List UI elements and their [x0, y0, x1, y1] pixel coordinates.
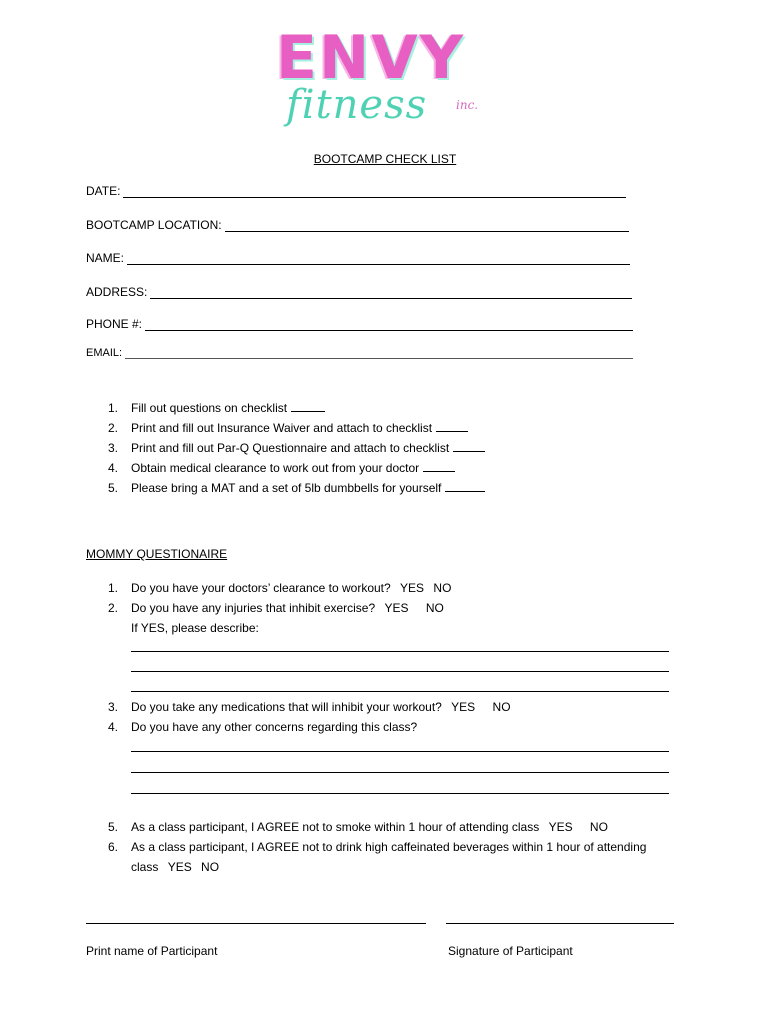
email-label: EMAIL:: [86, 347, 123, 359]
phone-field[interactable]: [86, 317, 633, 331]
email-line[interactable]: [125, 346, 633, 359]
question-item: [86, 837, 646, 857]
question-item: [86, 817, 646, 837]
item-text: Fill out questions on checklist: [131, 401, 288, 415]
question-text: As a class participant, I AGREE not to drink high caffeinated beverages within 1 hour of attending: [131, 840, 647, 854]
checklist-item: [86, 418, 485, 438]
location-line[interactable]: [225, 219, 629, 232]
describe-line[interactable]: [131, 691, 669, 692]
question-text: Do you have any other concerns regarding this class?: [131, 720, 418, 734]
no-option[interactable]: NO: [425, 601, 444, 615]
describe-line[interactable]: [131, 671, 669, 672]
question-item: [86, 578, 451, 598]
question-item: [86, 717, 511, 737]
no-option[interactable]: NO: [201, 860, 220, 874]
date-label: DATE:: [86, 184, 121, 198]
yes-option[interactable]: YES: [451, 700, 476, 714]
question-number: 1.: [108, 581, 119, 595]
check-blank[interactable]: [445, 479, 485, 492]
checklist-item: [86, 398, 485, 418]
question-continuation: [86, 857, 646, 877]
question-followup: [86, 618, 451, 638]
questionnaire-part-3: [86, 817, 646, 877]
question-number: 6.: [108, 840, 119, 854]
phone-label: PHONE #:: [86, 317, 143, 331]
questionnaire-part-1: [86, 578, 451, 638]
questionnaire-part-2: [86, 697, 511, 737]
check-blank[interactable]: [291, 399, 325, 412]
checklist-item: [86, 458, 485, 478]
location-field[interactable]: [86, 218, 629, 232]
item-text: Print and fill out Par-Q Questionnaire and attach to checklist: [131, 441, 450, 455]
question-text: Do you have your doctors’ clearance to workout?: [131, 581, 391, 595]
concerns-line[interactable]: [131, 793, 669, 794]
question-text: Do you take any medications that will inhibit your workout?: [131, 700, 442, 714]
no-option[interactable]: NO: [492, 700, 511, 714]
no-option[interactable]: NO: [589, 820, 608, 834]
item-text: Print and fill out Insurance Waiver and attach to checklist: [131, 421, 433, 435]
check-blank[interactable]: [436, 419, 468, 432]
checklist-item: [86, 478, 485, 498]
question-text-continued: class: [131, 860, 159, 874]
envy-fitness-logo: [276, 23, 491, 128]
item-number: 3.: [108, 441, 119, 455]
yes-option[interactable]: YES: [384, 601, 409, 615]
name-field[interactable]: [86, 251, 630, 265]
check-blank[interactable]: [423, 459, 455, 472]
yes-option[interactable]: YES: [548, 820, 573, 834]
name-line[interactable]: [127, 252, 630, 265]
date-line[interactable]: [123, 185, 626, 198]
page-title: BOOTCAMP CHECK LIST: [313, 152, 457, 166]
section-title: MOMMY QUESTIONAIRE: [86, 547, 228, 561]
yes-option[interactable]: YES: [400, 581, 425, 595]
signature-label: Signature of Participant: [448, 944, 573, 958]
question-number: 4.: [108, 720, 119, 734]
print-name-label: Print name of Participant: [86, 944, 218, 958]
date-field[interactable]: [86, 184, 626, 198]
print-name-line[interactable]: [86, 923, 426, 924]
question-number: 2.: [108, 601, 119, 615]
question-item: [86, 697, 511, 717]
question-number: 5.: [108, 820, 119, 834]
question-number: 3.: [108, 700, 119, 714]
address-line[interactable]: [150, 286, 632, 299]
item-number: 4.: [108, 461, 119, 475]
item-text: Obtain medical clearance to work out from your doctor: [131, 461, 420, 475]
address-field[interactable]: [86, 285, 632, 299]
yes-option[interactable]: YES: [167, 860, 192, 874]
concerns-line[interactable]: [131, 772, 669, 773]
checklist: [86, 398, 485, 498]
item-number: 5.: [108, 481, 119, 495]
item-text: Please bring a MAT and a set of 5lb dumbbells for yourself: [131, 481, 442, 495]
checklist-item: [86, 438, 485, 458]
check-blank[interactable]: [453, 439, 485, 452]
followup-text: If YES, please describe:: [131, 621, 259, 635]
item-number: 1.: [108, 401, 119, 415]
item-number: 2.: [108, 421, 119, 435]
logo-suffix: inc.: [456, 98, 479, 112]
concerns-line[interactable]: [131, 751, 669, 752]
phone-line[interactable]: [145, 318, 633, 331]
signature-line[interactable]: [446, 923, 674, 924]
question-text: Do you have any injuries that inhibit exercise?: [131, 601, 376, 615]
question-item: [86, 598, 451, 618]
logo-brand: ENVY: [276, 23, 466, 93]
no-option[interactable]: NO: [433, 581, 452, 595]
name-label: NAME:: [86, 251, 125, 265]
email-field[interactable]: [86, 346, 633, 359]
logo-sub: fitness: [286, 82, 428, 128]
question-text: As a class participant, I AGREE not to smoke within 1 hour of attending class: [131, 820, 540, 834]
address-label: ADDRESS:: [86, 285, 148, 299]
location-label: BOOTCAMP LOCATION:: [86, 218, 222, 232]
describe-line[interactable]: [131, 651, 669, 652]
